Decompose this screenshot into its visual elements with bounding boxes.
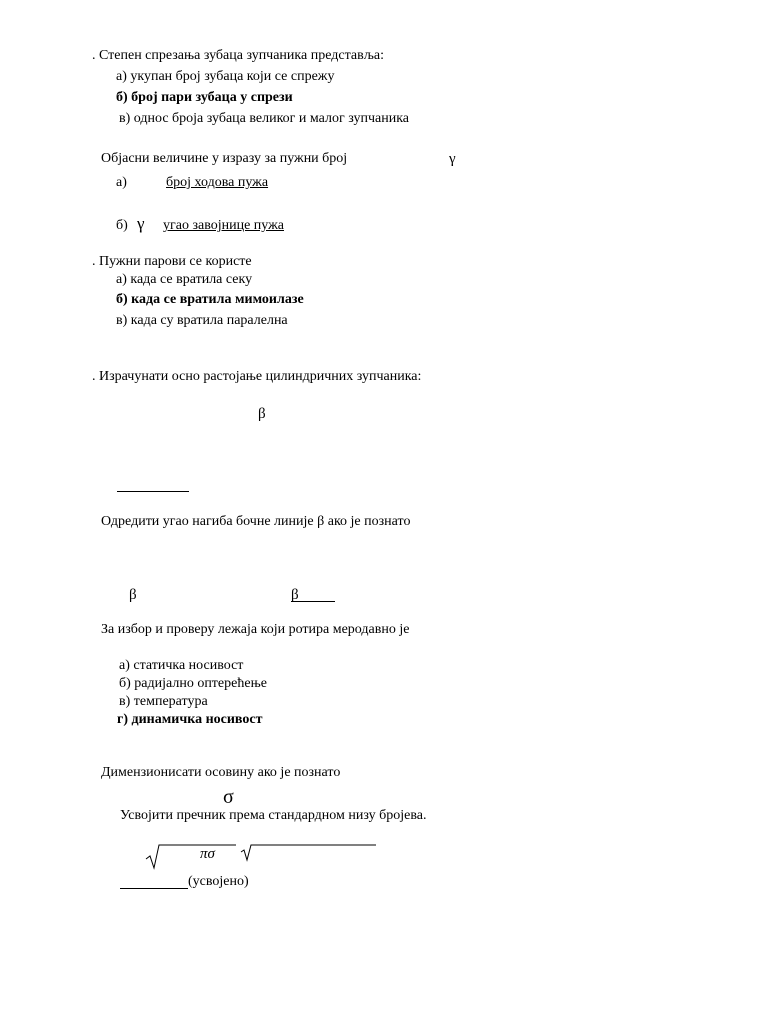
q6-option-a: а) статичка носивост <box>119 658 244 673</box>
q5-beta-symbol-2: β <box>291 587 299 603</box>
q2-a-text: број ходова пужа <box>166 175 269 190</box>
q2-b-gamma-symbol: γ <box>137 214 145 233</box>
q1-option-b: б) број пари зубаца у спрези <box>116 90 293 105</box>
q7-adopted: (усвојено) <box>188 874 249 889</box>
q2-b-text: угао завојнице пужа <box>163 218 284 233</box>
q5-beta-symbol-1: β <box>129 587 137 603</box>
q5-title: Одредити угао нагиба бочне линије β ако је познато <box>101 514 411 529</box>
q7-answer-line <box>120 888 188 889</box>
q3-title: . Пужни парови се користе <box>92 254 252 269</box>
q1-title: . Степен спрезања зубаца зупчаника представља: <box>92 48 384 63</box>
q6-title: За избор и проверу лежаја који ротира меродавно је <box>101 622 410 637</box>
q7-sigma-symbol: σ <box>223 786 234 808</box>
q3-option-b: б) када се вратила мимоилазе <box>116 292 304 307</box>
q6-option-b: б) радијално оптерећење <box>119 676 267 691</box>
q7-title: Димензионисати осовину ако је познато <box>101 765 341 780</box>
q4-title: . Израчунати осно растојање цилиндричних зупчаника: <box>92 369 422 384</box>
q6-option-d: г) динамичка носивост <box>117 712 263 727</box>
q7-pi-sigma: πσ <box>200 846 215 862</box>
q5-answer-line <box>291 601 335 602</box>
q1-option-a: а) укупан број зубаца који се спрежу <box>116 69 335 84</box>
q7-sqrt-formula <box>140 838 380 872</box>
q2-gamma-symbol: γ <box>449 151 456 167</box>
q2-b-label: б) <box>116 218 128 233</box>
q7-note: Усвојити пречник према стандардном низу бројева. <box>120 808 427 823</box>
q4-answer-line <box>117 491 189 492</box>
q2-a-label: а) <box>116 175 127 190</box>
q1-option-c: в) однос броја зубаца великог и малог зупчаника <box>119 111 410 126</box>
sqrt-sign-1 <box>146 845 236 868</box>
q6-option-c: в) температура <box>119 694 208 709</box>
q3-option-a: а) када се вратила секу <box>116 272 253 287</box>
q3-option-c: в) када су вратила паралелна <box>116 313 288 328</box>
sqrt-sign-2 <box>241 845 376 860</box>
q4-beta-symbol: β <box>258 406 266 422</box>
q2-title: Објасни величине у изразу за пужни број <box>101 151 348 166</box>
